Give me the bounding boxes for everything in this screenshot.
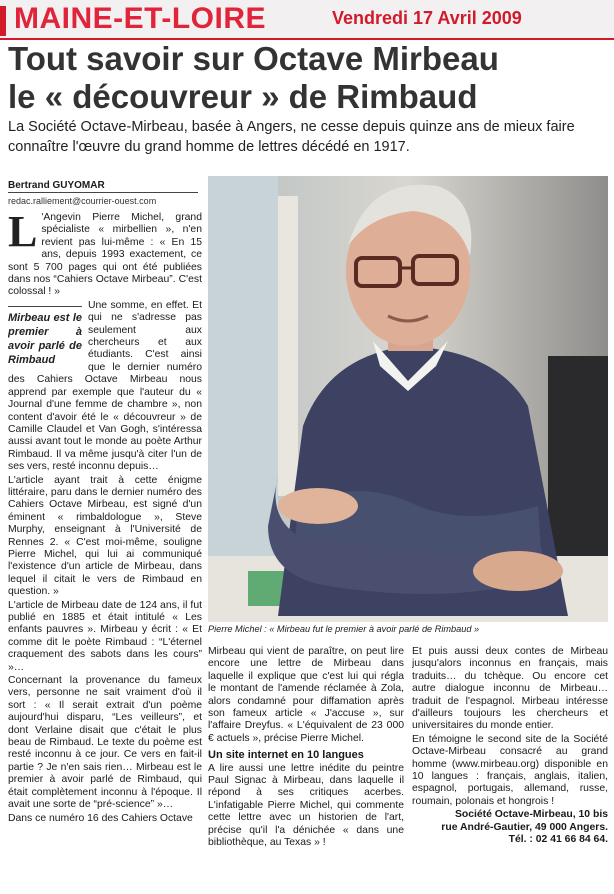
paragraph: En témoigne le second site de la Société Octave-Mirbeau consacré au grand homme (www.mirbeau.org) disponible en 10 langues : français, anglais, italien, espagnol, portugais, allemand, russe, roumain, polonais et hongrois ! (412, 733, 608, 807)
pull-quote: Mirbeau est le premier à avoir parlé de Rimbaud (8, 306, 82, 367)
contact-line: Société Octave-Mirbeau, 10 bis (454, 809, 608, 821)
paragraph: A lire aussi une lettre inédite du peintre Paul Signac à Mirbeau, dans laquelle il répond à ses critiques acerbes. L'infatigable Pierre Michel, qui commente cette lettre avec un historien de l'art, précise qu'il l'a dénichée « dans une bibliothèque, au Texas » ! (208, 762, 404, 849)
portrait-photo (208, 176, 608, 622)
paragraph: Concernant la provenance du fameux vers, personne ne sait vraiment d'où il sort : « Il serait extrait d'un poème aujourd'hui disparu, “Les veilleurs”, et dont Verlaine disait que c'était le plus beau de Rimbaud. Le texte du poème est resté inconnu à ce jour. Ce vers en fait-il partie ? Je n'en sais rien… Mirbeau est le premier à avoir parlé de Rimbaud, qui était complètement inconnu à l'époque. Il avait une sorte de “pré-science” »… (8, 675, 202, 811)
portrait-illustration (208, 176, 608, 622)
article-column-3 (412, 646, 608, 890)
contact-phone: Tél. : 02 41 66 84 64. (508, 834, 608, 846)
paragraph: Dans ce numéro 16 des Cahiers Octave (8, 812, 193, 824)
headline (8, 40, 608, 116)
paragraph: L'article de Mirbeau date de 124 ans, il fut publié en 1885 et était intitulé « Les enfants pauvres ». Mirbeau y écrit : « Et comme dit le poète Rimbaud : “L'éternel craquement des sabots dans les cours” »… (8, 599, 202, 673)
standfirst: La Société Octave-Mirbeau, basée à Angers, ne cesse depuis quinze ans de mieux faire connaître l'œuvre du grand homme de lettres décédé en 1917. (8, 119, 575, 155)
paragraph: Et puis aussi deux contes de Mirbeau jusqu'alors inconnus en français, mais traduits… du tchèque. Ou encore cet autre dialogue inconnu de Mirbeau… traduit de l'espagnol. Mirbeau intéresse d'ailleurs toujours les chercheurs et universitaires du monde entier. (412, 646, 608, 732)
headline-line-1: Tout savoir sur Octave Mirbeau (8, 40, 499, 77)
paragraph: Mirbeau qui vient de paraître, on peut lire encore une lettre de Mirbeau dans laquelle il explique que c'est lui qui régla le montant de l'amende réclamée à Zola, alors condamné pour diffamation après son fameux article « J'accuse », sur l'affaire Dreyfus. « L'équivalent de 23 000 € actuels », précise Pierre Michel. (208, 646, 404, 744)
author-email: redac.ralliement@courrier-ouest.com (8, 196, 157, 206)
section-title: MAINE-ET-LOIRE (14, 2, 266, 35)
contact-line: rue André-Gautier, 49 000 Angers. (441, 821, 608, 833)
drop-cap: L (8, 212, 38, 256)
photo-caption: Pierre Michel : « Mirbeau fut le premier à avoir parlé de Rimbaud » (208, 624, 480, 634)
author-name: Bertrand GUYOMAR (8, 180, 105, 191)
subheading: Un site internet en 10 langues (208, 749, 364, 762)
publication-date: Vendredi 17 Avril 2009 (332, 8, 522, 28)
article-column-1 (8, 212, 202, 887)
banner-accent-bar (0, 6, 6, 36)
headline-line-2: le « découvreur » de Rimbaud (8, 78, 478, 115)
paragraph: Une somme, en effet. Et qui ne s'adresse pas seulement aux chercheurs et aux étudiants. C'est ainsi que le dernier numéro des Cahiers Octave Mirbeau nous apprend par exemple que l'auteur du « Journal d'une femme de chambre », non content d'avoir été le « découvreur » de Camille Claudel et Van Gogh, s'intéressa aussi avant tout le monde au poète Arthur Rimbaud. Il va même jusqu'à citer l'un de ses vers, resté inconnu depuis… (8, 299, 202, 473)
byline-divider (8, 192, 198, 193)
article-column-2 (208, 646, 404, 890)
paragraph-text: 'Angevin Pierre Michel, grand spécialiste « mirbellien », n'en revient pas lui-même : « En 15 ans, depuis 1993 exactement, ce sont 5 700 pages qui ont été publiées dans nos “Cahiers Octave Mirbeau”. C'est colossal ! » (8, 212, 202, 298)
paragraph (8, 212, 202, 299)
paragraph: L'article ayant trait à cette énigme littéraire, paru dans le dernier numéro des Cahiers Octave Mirbeau, est signé d'un éminent « rimbaldologue », Steve Murphy, enseignant à l'Université de Rennes 2. « C'est moi-même, souligne Pierre Michel, qui lui ai communiqué l'existence d'un article de Mirbeau, dans lequel il citait le vers de Rimbaud en question. » (8, 474, 202, 598)
